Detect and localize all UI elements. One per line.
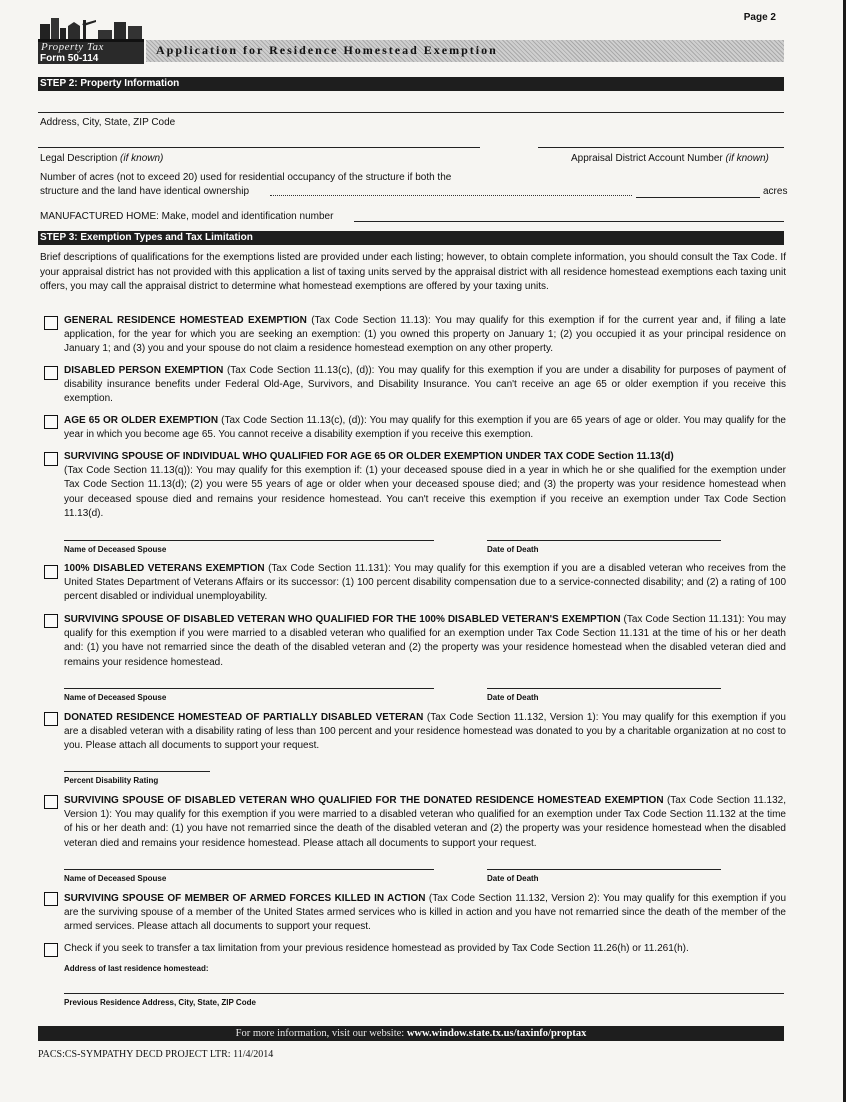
date-of-death-label-2: Date of Death bbox=[487, 693, 539, 702]
deceased-spouse-label-1: Name of Deceased Spouse bbox=[64, 545, 167, 554]
acres-label-line2: structure and the land have identical ownership bbox=[40, 186, 250, 197]
armed-forces-checkbox[interactable] bbox=[44, 892, 58, 906]
armed-forces-text: SURVIVING SPOUSE OF MEMBER OF ARMED FORCES KILLED IN ACTION (Tax Code Section 11.132, Version 2): You may qualify for this exemption if you are the surviving spouse of a member of the United States armed services who is killed in action and you have not remarried since the death of the member of the armed services. Please attach all documents to support your request. bbox=[64, 893, 787, 933]
age65-checkbox[interactable] bbox=[44, 415, 58, 429]
acres-leader-dots bbox=[270, 195, 632, 196]
legal-description-label: Legal Description (if known) bbox=[40, 153, 164, 164]
date-of-death-label-3: Date of Death bbox=[487, 874, 539, 883]
manufactured-home-label: MANUFACTURED HOME: Make, model and identification number bbox=[40, 211, 334, 222]
date-of-death-line-2[interactable] bbox=[487, 688, 721, 689]
property-tax-logo bbox=[38, 14, 144, 64]
footer-info-text: For more information, visit our website: bbox=[235, 1028, 407, 1039]
step3-intro: Brief descriptions of qualifications for the exemptions listed are provided under each listing; however, to obtain complete information, you should consult the Tax Code. If your appraisal district has not provided with this application a list of taxing units served by the appraisal district with all residence homestead exemptions each taxing unit offers, you may call the appraisal district to determine what homestead exemptions are offered by your taxing units. bbox=[40, 252, 786, 292]
surviving-spouse-veteran-checkbox[interactable] bbox=[44, 614, 58, 628]
percent-disability-label: Percent Disability Rating bbox=[64, 776, 159, 785]
appraisal-note: (if known) bbox=[725, 153, 769, 164]
surviving-spouse-donated-text: SURVIVING SPOUSE OF DISABLED VETERAN WHO QUALIFIED FOR THE DONATED RESIDENCE HOMESTEAD EXEMPTION (Tax Code Section 11.132, Version 1): You may qualify for this exemption if you were married to a disabled veteran who qualified for an exemption under Tax Code Section 11.132 at the time of his or her death and: (1) you have not remarried since the death of the disabled veteran and (2) the property was your residence homestead when the disabled veteran died and remains your residence homestead. Please attach all documents to support your request. bbox=[64, 795, 787, 849]
disabled-veteran-100-checkbox[interactable] bbox=[44, 565, 58, 579]
footer-info-bar bbox=[38, 1026, 784, 1041]
donated-homestead-checkbox[interactable] bbox=[44, 712, 58, 726]
form-title: Application for Residence Homestead Exemption bbox=[156, 43, 498, 57]
deceased-spouse-label-2: Name of Deceased Spouse bbox=[64, 693, 167, 702]
last-address-label: Address of last residence homestead: bbox=[64, 964, 209, 973]
legal-note: (if known) bbox=[120, 153, 164, 164]
appraisal-account-line[interactable] bbox=[538, 147, 784, 148]
age65-text: AGE 65 OR OLDER EXEMPTION (Tax Code Section 11.13(c), (d)): You may qualify for this exemption if you are 65 years of age or older. You may qualify for the year in which you become age 65. You cannot receive a disability exemption if you receive this exemption. bbox=[64, 415, 786, 441]
appraisal-account-label: Appraisal District Account Number (if known) bbox=[571, 153, 769, 164]
legal-description-line[interactable] bbox=[38, 147, 480, 148]
deceased-spouse-line-3[interactable] bbox=[64, 869, 434, 870]
general-homestead-text: GENERAL RESIDENCE HOMESTEAD EXEMPTION (Tax Code Section 11.13): You may qualify for this exemption if for the current year and, if filing a late application, for the year for which you are seeking an exemption: (1) you owned this property on January 1; (2) you occupied it as your principal residence on January 1; and (3) you and your spouse do not claim a residence homestead exemption on any other property. bbox=[64, 315, 786, 355]
manufactured-home-line[interactable] bbox=[354, 221, 784, 222]
previous-address-label: Previous Residence Address, City, State, ZIP Code bbox=[64, 998, 256, 1007]
surviving-spouse-age65-checkbox[interactable] bbox=[44, 452, 58, 466]
address-label: Address, City, State, ZIP Code bbox=[40, 117, 176, 128]
acres-unit: acres bbox=[763, 186, 788, 197]
date-of-death-line-1[interactable] bbox=[487, 540, 721, 541]
title-band bbox=[146, 40, 784, 62]
disabled-veteran-100-text: 100% DISABLED VETERANS EXEMPTION (Tax Code Section 11.131): You may qualify for this exemption if you are a disabled veteran who receives from the United States Department of Veterans Affairs or its successor: (1) 100 percent disability compensation due to a service-connected disability; and (2) a rating of 100 percent disabled or individual unemployability. bbox=[64, 563, 786, 603]
deceased-spouse-line-2[interactable] bbox=[64, 688, 434, 689]
surviving-spouse-donated-checkbox[interactable] bbox=[44, 795, 58, 809]
deceased-spouse-label-3: Name of Deceased Spouse bbox=[64, 874, 167, 883]
step3-heading: STEP 3: Exemption Types and Tax Limitation bbox=[38, 231, 784, 245]
date-of-death-label-1: Date of Death bbox=[487, 545, 539, 554]
surviving-spouse-age65-text: SURVIVING SPOUSE OF INDIVIDUAL WHO QUALIFIED FOR AGE 65 OR OLDER EXEMPTION UNDER TAX CODE Section 11.13(d) (Tax Code Section 11.13(q)): You may qualify for this exemption if: (1) your deceased spouse died in a year in which he or she qualified for the exemption under Tax Code Section 11.13(d); (2) you were 55 years of age or older when your deceased spouse died; and (3) the property was your residence homestead when your deceased spouse died and remains your residence homestead. You can't receive this exemption if you receive an exemption under Tax Code Section 11.13(d). bbox=[64, 451, 786, 519]
skyline-icon bbox=[38, 14, 144, 42]
logo-title: Property Tax bbox=[41, 41, 104, 53]
deceased-spouse-line-1[interactable] bbox=[64, 540, 434, 541]
transfer-limitation-checkbox[interactable] bbox=[44, 943, 58, 957]
general-homestead-checkbox[interactable] bbox=[44, 316, 58, 330]
logo-label-box bbox=[38, 42, 144, 64]
page-number: Page 2 bbox=[743, 12, 776, 23]
percent-disability-line[interactable] bbox=[64, 771, 210, 772]
disabled-person-checkbox[interactable] bbox=[44, 366, 58, 380]
step2-heading: STEP 2: Property Information bbox=[38, 77, 784, 91]
acres-label-line1: Number of acres (not to exceed 20) used for residential occupancy of the structure if both the bbox=[40, 172, 452, 183]
acres-input-line[interactable] bbox=[636, 197, 760, 198]
previous-address-line[interactable] bbox=[64, 993, 784, 994]
transfer-limitation-text: Check if you seek to transfer a tax limitation from your previous residence homestead as provided by Tax Code Section 11.26(h) or 11.261(h). bbox=[64, 943, 689, 954]
disabled-person-text: DISABLED PERSON EXEMPTION (Tax Code Section 11.13(c), (d)): You may qualify for this exemption if you are under a disability for purposes of payment of disability insurance benefits under Federal Old-Age, Survivors, and Disability Insurance. You can't receive an age 65 or older exemption if you receive this exemption. bbox=[64, 365, 786, 405]
footer-website-link[interactable]: www.window.state.tx.us/taxinfo/proptax bbox=[406, 1028, 587, 1039]
date-of-death-line-3[interactable] bbox=[487, 869, 721, 870]
pacs-reference: PACS:CS-SYMPATHY DECD PROJECT LTR: 11/4/2014 bbox=[38, 1049, 274, 1060]
surviving-spouse-veteran-text: SURVIVING SPOUSE OF DISABLED VETERAN WHO QUALIFIED FOR THE 100% DISABLED VETERAN'S EXEMPTION (Tax Code Section 11.131): You may qualify for this exemption if you were married to a disabled veteran who qualified for an exemption under Tax Code Section 11.131 at the time of his or her death and: (1) you have not remarried since the death of the disabled veteran and (2) the property was your residence homestead when the disabled veteran died and remains your residence homestead. bbox=[64, 614, 786, 668]
form-number: Form 50-114 bbox=[40, 53, 99, 64]
address-line[interactable] bbox=[38, 112, 784, 113]
donated-homestead-text: DONATED RESIDENCE HOMESTEAD OF PARTIALLY DISABLED VETERAN (Tax Code Section 11.132, Version 1): You may qualify for this exemption if you are a disabled veteran with a disability rating of less than 100 percent and your residence homestead was donated to you by a charitable organization at no cost to you. Please attach all documents to support your request. bbox=[64, 712, 786, 752]
